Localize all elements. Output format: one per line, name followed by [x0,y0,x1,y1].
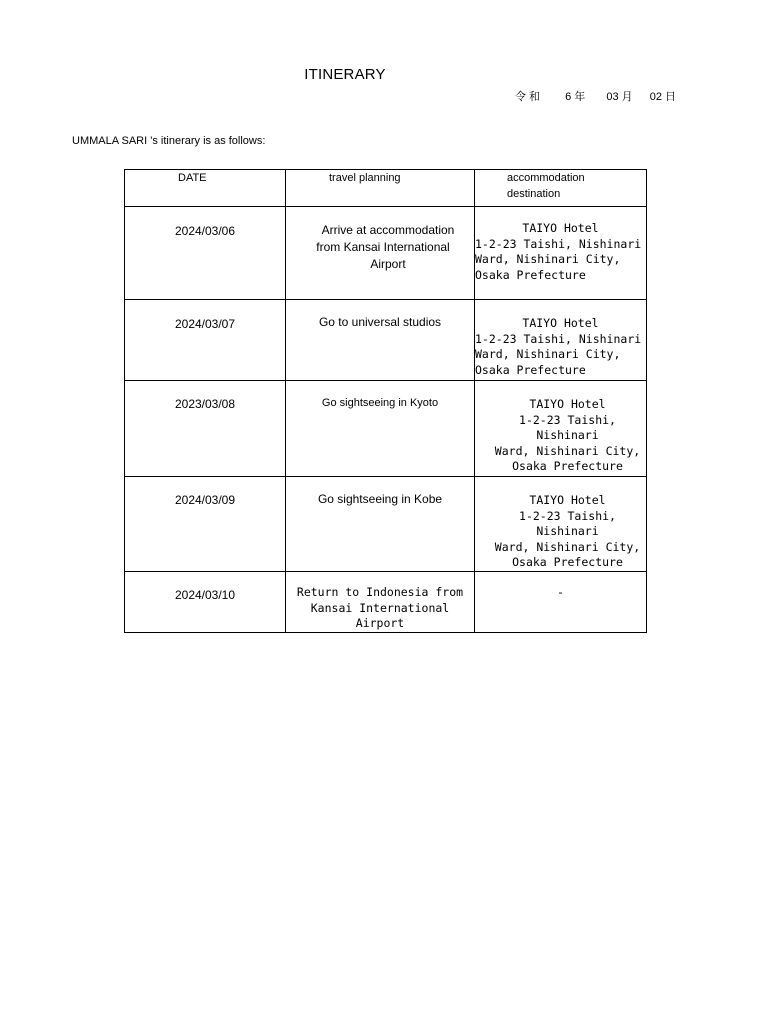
date-year: 6 年 [565,91,586,103]
header-accommodation-line1: accommodation [507,172,585,184]
row-date: 2024/03/06 [125,207,286,300]
header-accommodation [475,170,647,207]
hotel-name: TAIYO Hotel [529,397,606,411]
row-date: 2024/03/07 [125,300,286,381]
plan-line: Return to Indonesia from [296,584,464,599]
plan-line: Go sightseeing in Kobe [317,492,443,506]
address-line: Ward, Nishinari City, [475,347,621,362]
page-title: ITINERARY [304,66,386,83]
row-accommodation [475,381,647,477]
address-line: 1-2-23 Taishi, Nishinari [519,412,616,443]
plan-line: Arrive at accommodation [321,223,455,237]
table-row [125,477,647,572]
table-row [125,207,647,300]
table-row [125,381,647,477]
address-line: 1-2-23 Taishi, Nishinari [519,508,616,539]
document-date [515,88,676,104]
row-plan [286,207,475,300]
table-header-row [125,170,647,207]
header-accommodation-line2: destination [507,188,561,200]
row-plan [286,300,475,381]
header-date: DATE [125,170,286,207]
hotel-name: TAIYO Hotel [522,316,599,330]
address-line: Osaka Prefecture [512,459,623,474]
table-row [125,300,647,381]
address-line: Osaka Prefecture [475,362,586,377]
date-month: 03 月 [606,91,633,103]
intro-text: UMMALA SARI 's itinerary is as follows: [72,135,266,147]
row-date: 2024/03/10 [125,571,286,632]
address-line: Ward, Nishinari City, [475,252,621,267]
row-date: 2024/03/09 [125,477,286,572]
address-line: Ward, Nishinari City, [494,443,641,458]
address-line: Osaka Prefecture [512,555,623,570]
row-plan [286,571,475,632]
row-accommodation [475,207,647,300]
date-era: 令 和 [514,91,541,103]
row-accommodation [475,571,647,632]
row-accommodation [475,477,647,572]
row-date: 2023/03/08 [125,381,286,477]
accommodation-none: - [557,584,564,599]
date-day: 02 日 [649,91,676,103]
address-line: 1-2-23 Taishi, Nishinari [475,331,642,346]
plan-line: Go sightseeing in Kyoto [321,397,439,409]
address-line: 1-2-23 Taishi, Nishinari [475,236,642,251]
hotel-name: TAIYO Hotel [522,221,599,235]
row-plan [286,381,475,477]
row-plan [286,477,475,572]
table-row [125,571,647,632]
header-travel-planning: travel planning [286,170,475,207]
row-accommodation [475,300,647,381]
hotel-name: TAIYO Hotel [529,493,606,507]
plan-line: Go to universal studios [318,315,442,329]
address-line: Ward, Nishinari City, [494,539,641,554]
itinerary-table [124,169,647,633]
plan-line: Kansai International Airport [310,600,450,631]
plan-line: Airport [370,257,406,271]
plan-line: from Kansai International [316,240,450,254]
address-line: Osaka Prefecture [475,267,586,282]
